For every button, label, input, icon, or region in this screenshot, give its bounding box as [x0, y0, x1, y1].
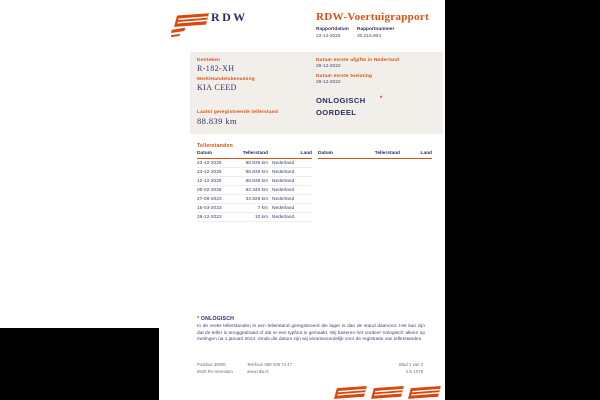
- toelating-value: 28-12-2022: [316, 80, 341, 85]
- footer-phone: Telefoon 088 008 74 47: [247, 362, 292, 367]
- report-page: [159, 0, 445, 400]
- col-header-tellerstand: Tellerstand: [242, 151, 268, 156]
- kenteken-label: Kenteken: [197, 58, 221, 63]
- col-header-datum: Datum: [318, 151, 333, 156]
- report-title: RDW-Voertuigrapport: [316, 11, 430, 23]
- afgifte-value: 28-12-2022: [316, 64, 341, 69]
- tellerstand-label: Laatst geregistreerde tellerstand: [197, 110, 278, 115]
- report-number-value: 30.215.804: [357, 34, 382, 39]
- table-row: 12-12-2025 88.839 km Nederland: [197, 177, 312, 186]
- footnote-text: In de reeks tellerstanden is een tellerstand geregistreerd die lager is dan de stand daarvoor. Het kan zijn dat de teller is teruggedraaid of dat er een typfout is gemaakt. Wij baseren het oordeel 'onlogisch' alleen op metingen na 1 januari 2014. Sinds die datum zijn wij verantwoordelijk voor de registratie van tellerstanden.: [197, 324, 425, 343]
- col-header-tellerstand: Tellerstand: [374, 151, 400, 156]
- oordeel-line2: OORDEEL: [316, 108, 357, 117]
- footer-contact: [247, 361, 292, 375]
- footer-address: [197, 361, 233, 375]
- kenteken-value: R-182-XH: [197, 64, 235, 73]
- footnote-title: ONLOGISCH: [200, 316, 235, 322]
- table-row: 23-12-2025 88.839 km Nederland: [197, 159, 312, 168]
- page-bottom-logo-fragment-icon: [368, 386, 404, 400]
- summary-panel: [190, 52, 443, 134]
- page-bottom-logo-fragment-icon: [331, 386, 367, 400]
- col-header-land: Land: [420, 151, 432, 156]
- merk-label: Merk/Handelsbenaming: [197, 77, 255, 82]
- footer-form-code: 2 E 1078: [405, 369, 423, 374]
- toelating-label: Datum eerste toelating: [316, 74, 373, 79]
- afgifte-label: Datum eerste afgifte in Nederland: [316, 58, 400, 63]
- table1-header: [197, 151, 312, 158]
- table-row: 05-02-2025 62.340 km Nederland: [197, 186, 312, 195]
- table-row: 27-08-2023 33.928 km Nederland: [197, 195, 312, 204]
- report-date-value: 23-12-2025: [316, 34, 341, 39]
- footer-address-line1: Postbus 30000: [197, 362, 226, 367]
- table-row: 23-12-2025 88.839 km Nederland: [197, 168, 312, 177]
- table-row: 15-03-2023 7 km Nederland: [197, 204, 312, 213]
- table-row: 28-12-2022 10 km Nederland: [197, 213, 312, 222]
- footer-page-indicator: Blad 1 van 3: [399, 362, 423, 367]
- footer-address-line2: 9640 RA Veendam: [197, 369, 233, 374]
- oordeel-line1: ONLOGISCH: [316, 96, 366, 105]
- footnote-asterisk: *: [197, 316, 200, 322]
- footer-page-info: [359, 361, 423, 375]
- merk-value: KIA CEED: [197, 83, 237, 92]
- rdw-flag-logo-icon: [171, 13, 209, 40]
- background-left-panel: [0, 0, 159, 328]
- col-header-datum: Datum: [197, 151, 212, 156]
- footer-website: www.rdw.nl: [247, 369, 269, 374]
- tellerstanden-section-title: Tellerstanden: [197, 143, 233, 149]
- oordeel-asterisk: *: [380, 96, 383, 102]
- footnote-heading: [197, 316, 234, 322]
- report-date-label: Rapportdatum: [316, 27, 349, 32]
- report-number-label: Rapportnummer: [357, 27, 395, 32]
- tellerstand-value: 88.839 km: [197, 116, 237, 126]
- table2-header-rule: [318, 158, 432, 159]
- page-bottom-logo-fragment-icon: [405, 386, 441, 400]
- rdw-wordmark: RDW: [211, 10, 248, 24]
- col-header-land: Land: [300, 151, 312, 156]
- table2-header: [318, 151, 432, 158]
